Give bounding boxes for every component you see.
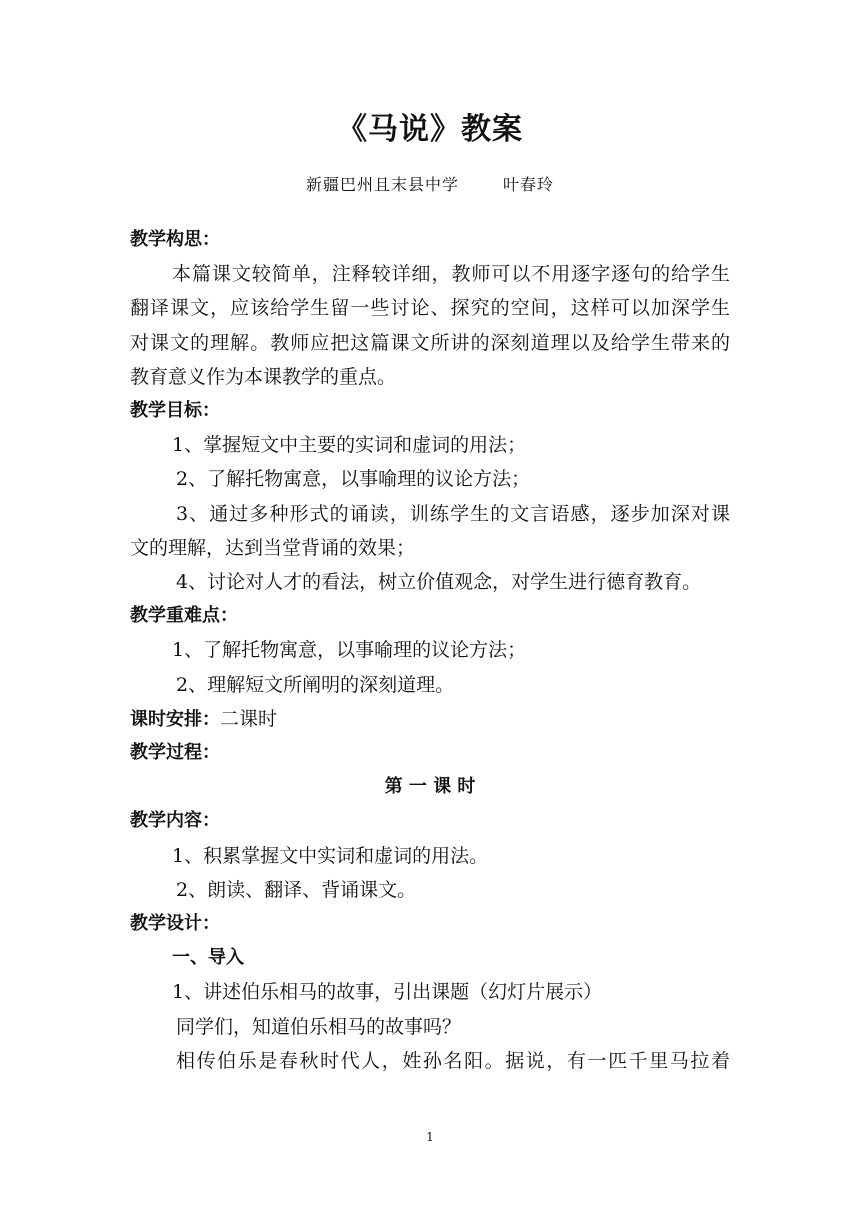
lesson-title: 第 一 课 时 (384, 776, 476, 797)
schedule-value: 二课时 (220, 708, 278, 730)
concept-line: 教育意义作为本课教学的重点。 (130, 366, 397, 388)
intro-line: 同学们，知道伯乐相马的故事吗？ (176, 1016, 462, 1038)
process-heading: 教学过程： (130, 742, 220, 763)
design-heading: 教学设计： (130, 913, 220, 934)
page-number: 1 (426, 1130, 434, 1144)
intro-heading: 一、导入 (172, 947, 244, 968)
concept-heading: 教学构思： (130, 229, 220, 250)
goal-item: 4、讨论对人才的看法，树立价值观念，对学生进行德育教育。 (176, 571, 702, 593)
schedule-line (130, 707, 277, 732)
keypoint-item: 2、理解短文所阐明的深刻道理。 (176, 674, 455, 696)
goal-item: 2、了解托物寓意，以事喻理的议论方法； (176, 468, 531, 490)
keypoint-item: 1、了解托物寓意，以事喻理的议论方法； (172, 639, 527, 661)
content-item: 2、朗读、翻译、背诵课文。 (176, 879, 417, 901)
goal-item: 文的理解，达到当堂背诵的效果； (130, 537, 416, 559)
content-heading: 教学内容： (130, 810, 220, 831)
intro-line: 1、讲述伯乐相马的故事，引出课题（幻灯片展示） (172, 981, 603, 1003)
goal-item: 3、通过多种形式的诵读，训练学生的文言语感，逐步加深对课 (176, 503, 730, 525)
content-item: 1、积累掌握文中实词和虚词的用法。 (172, 845, 489, 867)
goal-item: 1、掌握短文中主要的实词和虚词的用法； (172, 434, 527, 456)
document-title: 《马说》教案 (337, 112, 523, 147)
concept-line: 对课文的理解。教师应把这篇课文所讲的深刻道理以及给学生带来的 (130, 332, 730, 354)
author-school: 新疆巴州且末县中学 (305, 175, 459, 194)
concept-line: 本篇课文较简单，注释较详细，教师可以不用逐字逐句的给学生 (172, 263, 730, 285)
keypoints-heading: 教学重难点： (130, 605, 238, 626)
author-name: 叶春玲 (503, 175, 555, 194)
author-line (0, 172, 860, 195)
concept-line: 翻译课文，应该给学生留一些讨论、探究的空间，这样可以加深学生 (130, 297, 730, 319)
intro-line: 相传伯乐是春秋时代人，姓孙名阳。据说，有一匹千里马拉着 (176, 1050, 730, 1072)
schedule-label: 课时安排： (130, 709, 220, 730)
goals-heading: 教学目标： (130, 400, 220, 421)
